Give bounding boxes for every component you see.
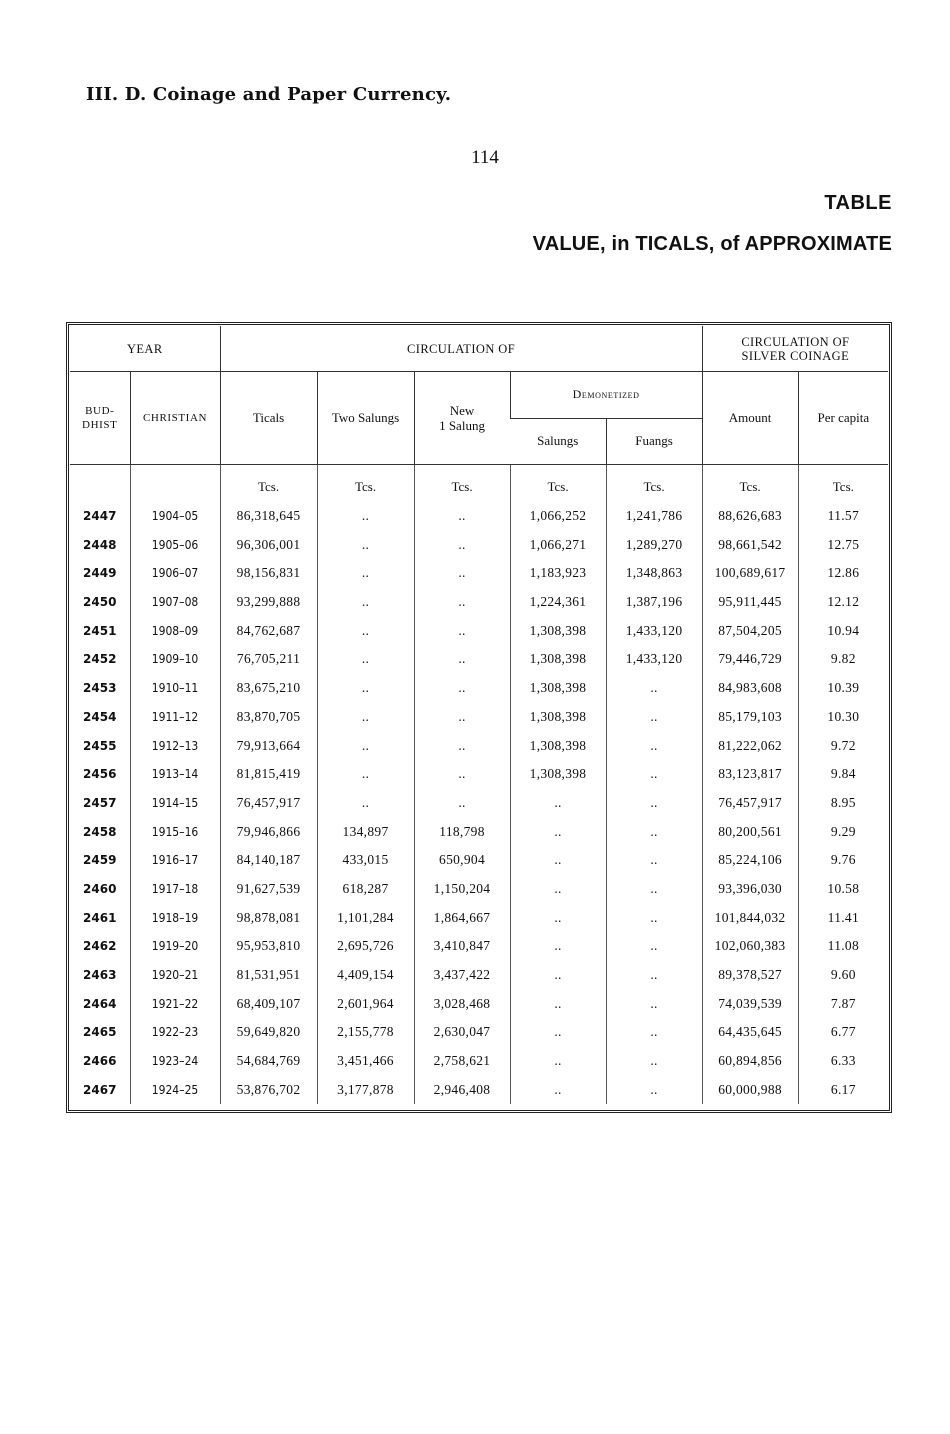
cell-fuangs: ..	[606, 789, 702, 818]
cell-salungs: 1,308,398	[510, 674, 606, 703]
cell-christian: 1912–13	[130, 731, 220, 760]
table-row	[70, 903, 888, 932]
cell-two-salungs: 3,177,878	[317, 1075, 414, 1104]
cell-new-salung: 1,150,204	[414, 875, 510, 904]
cell-buddhist: 2461	[83, 910, 117, 925]
cell-per-capita: 10.58	[798, 875, 888, 904]
cell-per-capita: 9.76	[798, 846, 888, 875]
cell-amount: 87,504,205	[702, 616, 798, 645]
cell-per-capita: 10.94	[798, 616, 888, 645]
cell-fuangs: ..	[606, 846, 702, 875]
unit-cell-per-capita: Tcs.	[798, 465, 888, 502]
cell-new-salung: ..	[414, 760, 510, 789]
header-buddhist	[70, 372, 130, 465]
cell-per-capita: 9.29	[798, 817, 888, 846]
cell-christian: 1920–21	[130, 961, 220, 990]
cell-ticals: 81,531,951	[220, 961, 317, 990]
cell-new-salung: 1,864,667	[414, 903, 510, 932]
header-per-capita: Per capita	[798, 372, 888, 465]
cell-buddhist: 2451	[83, 623, 117, 638]
cell-salungs: ..	[510, 846, 606, 875]
cell-new-salung: ..	[414, 674, 510, 703]
cell-per-capita: 8.95	[798, 789, 888, 818]
cell-christian: 1906–07	[130, 559, 220, 588]
table-label: TABLE	[824, 192, 892, 214]
cell-salungs: ..	[510, 1075, 606, 1104]
cell-per-capita: 11.41	[798, 903, 888, 932]
cell-ticals: 83,675,210	[220, 674, 317, 703]
cell-salungs: 1,066,252	[510, 502, 606, 531]
cell-two-salungs: 618,287	[317, 875, 414, 904]
cell-two-salungs: ..	[317, 502, 414, 531]
cell-amount: 79,446,729	[702, 645, 798, 674]
table-row	[70, 961, 888, 990]
cell-two-salungs: 134,897	[317, 817, 414, 846]
cell-two-salungs: ..	[317, 703, 414, 732]
cell-two-salungs: ..	[317, 760, 414, 789]
cell-new-salung: ..	[414, 789, 510, 818]
table-caption: VALUE, in TICALS, of APPROXIMATE	[532, 233, 892, 255]
unit-cell-amount: Tcs.	[702, 465, 798, 502]
cell-new-salung: ..	[414, 616, 510, 645]
cell-new-salung: 3,410,847	[414, 932, 510, 961]
cell-ticals: 59,649,820	[220, 1018, 317, 1047]
cell-new-salung: ..	[414, 731, 510, 760]
cell-buddhist: 2452	[83, 652, 117, 667]
table-row	[70, 616, 888, 645]
unit-cell-salungs: Tcs.	[510, 465, 606, 502]
cell-salungs: 1,308,398	[510, 760, 606, 789]
cell-amount: 85,224,106	[702, 846, 798, 875]
cell-amount: 100,689,617	[702, 559, 798, 588]
cell-new-salung: ..	[414, 588, 510, 617]
table-row	[70, 674, 888, 703]
units-row	[70, 465, 888, 502]
cell-christian: 1908–09	[130, 616, 220, 645]
cell-ticals: 68,409,107	[220, 989, 317, 1018]
cell-fuangs: ..	[606, 817, 702, 846]
cell-new-salung: ..	[414, 502, 510, 531]
cell-salungs: ..	[510, 961, 606, 990]
cell-amount: 101,844,032	[702, 903, 798, 932]
cell-ticals: 83,870,705	[220, 703, 317, 732]
cell-two-salungs: ..	[317, 731, 414, 760]
cell-new-salung: ..	[414, 559, 510, 588]
cell-ticals: 79,913,664	[220, 731, 317, 760]
cell-christian: 1909–10	[130, 645, 220, 674]
cell-christian: 1904–05	[130, 502, 220, 531]
cell-salungs: 1,308,398	[510, 645, 606, 674]
cell-per-capita: 9.72	[798, 731, 888, 760]
cell-buddhist: 2463	[83, 968, 117, 983]
header-ticals: Ticals	[220, 372, 317, 465]
cell-per-capita: 9.84	[798, 760, 888, 789]
cell-fuangs: 1,433,120	[606, 645, 702, 674]
table-row	[70, 789, 888, 818]
table-row	[70, 645, 888, 674]
cell-amount: 95,911,445	[702, 588, 798, 617]
section-title: III. D. Coinage and Paper Currency.	[86, 84, 452, 105]
cell-new-salung: 2,758,621	[414, 1047, 510, 1076]
cell-ticals: 95,953,810	[220, 932, 317, 961]
cell-amount: 83,123,817	[702, 760, 798, 789]
cell-christian: 1907–08	[130, 588, 220, 617]
table-row	[70, 932, 888, 961]
cell-per-capita: 6.33	[798, 1047, 888, 1076]
table-row	[70, 530, 888, 559]
cell-two-salungs: ..	[317, 674, 414, 703]
cell-buddhist: 2447	[83, 509, 117, 524]
cell-ticals: 96,306,001	[220, 530, 317, 559]
cell-amount: 74,039,539	[702, 989, 798, 1018]
cell-per-capita: 10.30	[798, 703, 888, 732]
cell-buddhist: 2453	[83, 681, 117, 696]
cell-two-salungs: ..	[317, 616, 414, 645]
cell-two-salungs: 4,409,154	[317, 961, 414, 990]
cell-amount: 85,179,103	[702, 703, 798, 732]
cell-salungs: ..	[510, 875, 606, 904]
cell-fuangs: ..	[606, 760, 702, 789]
cell-salungs: 1,224,361	[510, 588, 606, 617]
cell-two-salungs: 3,451,466	[317, 1047, 414, 1076]
cell-fuangs: ..	[606, 1075, 702, 1104]
header-year: YEAR	[70, 326, 220, 372]
cell-salungs: ..	[510, 932, 606, 961]
cell-fuangs: ..	[606, 731, 702, 760]
cell-new-salung: ..	[414, 703, 510, 732]
cell-per-capita: 7.87	[798, 989, 888, 1018]
cell-fuangs: 1,348,863	[606, 559, 702, 588]
cell-per-capita: 6.17	[798, 1075, 888, 1104]
cell-new-salung: 650,904	[414, 846, 510, 875]
cell-buddhist: 2466	[83, 1054, 117, 1069]
header-circulation-silver	[702, 326, 888, 372]
cell-buddhist: 2448	[83, 537, 117, 552]
cell-christian: 1919–20	[130, 932, 220, 961]
table-row	[70, 875, 888, 904]
cell-christian: 1924–25	[130, 1075, 220, 1104]
cell-two-salungs: 2,601,964	[317, 989, 414, 1018]
header-christian: CHRISTIAN	[130, 372, 220, 465]
cell-christian: 1915–16	[130, 817, 220, 846]
cell-christian: 1916–17	[130, 846, 220, 875]
cell-per-capita: 11.57	[798, 502, 888, 531]
unit-cell-fuangs: Tcs.	[606, 465, 702, 502]
cell-buddhist: 2460	[83, 881, 117, 896]
cell-per-capita: 6.77	[798, 1018, 888, 1047]
cell-amount: 89,378,527	[702, 961, 798, 990]
cell-ticals: 84,762,687	[220, 616, 317, 645]
cell-amount: 60,000,988	[702, 1075, 798, 1104]
cell-per-capita: 12.75	[798, 530, 888, 559]
cell-christian: 1914–15	[130, 789, 220, 818]
unit-cell-ticals: Tcs.	[220, 465, 317, 502]
cell-two-salungs: 433,015	[317, 846, 414, 875]
cell-amount: 64,435,645	[702, 1018, 798, 1047]
cell-ticals: 93,299,888	[220, 588, 317, 617]
cell-ticals: 91,627,539	[220, 875, 317, 904]
cell-ticals: 76,457,917	[220, 789, 317, 818]
cell-new-salung: 118,798	[414, 817, 510, 846]
header-amount: Amount	[702, 372, 798, 465]
header-two-salungs: Two Salungs	[317, 372, 414, 465]
table-row	[70, 1018, 888, 1047]
cell-new-salung: ..	[414, 645, 510, 674]
cell-fuangs: ..	[606, 903, 702, 932]
cell-two-salungs: 2,155,778	[317, 1018, 414, 1047]
table-row	[70, 817, 888, 846]
cell-fuangs: ..	[606, 674, 702, 703]
cell-buddhist: 2456	[83, 767, 117, 782]
cell-two-salungs: ..	[317, 789, 414, 818]
cell-amount: 98,661,542	[702, 530, 798, 559]
cell-per-capita: 10.39	[798, 674, 888, 703]
cell-christian: 1918–19	[130, 903, 220, 932]
cell-fuangs: ..	[606, 875, 702, 904]
cell-ticals: 76,705,211	[220, 645, 317, 674]
cell-fuangs: ..	[606, 1018, 702, 1047]
table-row	[70, 989, 888, 1018]
cell-buddhist: 2450	[83, 595, 117, 610]
cell-christian: 1923–24	[130, 1047, 220, 1076]
header-new-salung-line1: New	[449, 403, 475, 418]
header-fuangs: Fuangs	[606, 418, 702, 465]
table-row	[70, 846, 888, 875]
cell-fuangs: ..	[606, 932, 702, 961]
cell-per-capita: 12.12	[798, 588, 888, 617]
cell-fuangs: ..	[606, 703, 702, 732]
unit-cell-two-salungs: Tcs.	[317, 465, 414, 502]
cell-new-salung: 2,946,408	[414, 1075, 510, 1104]
cell-amount: 81,222,062	[702, 731, 798, 760]
cell-ticals: 98,156,831	[220, 559, 317, 588]
cell-salungs: ..	[510, 789, 606, 818]
cell-ticals: 53,876,702	[220, 1075, 317, 1104]
cell-per-capita: 9.60	[798, 961, 888, 990]
cell-amount: 88,626,683	[702, 502, 798, 531]
cell-christian: 1911–12	[130, 703, 220, 732]
cell-buddhist: 2454	[83, 709, 117, 724]
cell-salungs: 1,308,398	[510, 731, 606, 760]
header-new-salung-line2: 1 Salung	[439, 418, 485, 433]
cell-fuangs: ..	[606, 989, 702, 1018]
cell-salungs: ..	[510, 817, 606, 846]
table-row	[70, 559, 888, 588]
cell-buddhist: 2464	[83, 996, 117, 1011]
cell-ticals: 81,815,419	[220, 760, 317, 789]
cell-salungs: 1,183,923	[510, 559, 606, 588]
cell-two-salungs: ..	[317, 559, 414, 588]
cell-salungs: ..	[510, 989, 606, 1018]
table-row	[70, 588, 888, 617]
cell-salungs: 1,308,398	[510, 703, 606, 732]
page-number: 114	[471, 147, 499, 168]
header-circulation-silver-line1: CIRCULATION OF	[741, 334, 850, 349]
header-buddhist-line2: DHIST	[82, 419, 118, 431]
cell-ticals: 98,878,081	[220, 903, 317, 932]
cell-buddhist: 2449	[83, 566, 117, 581]
cell-fuangs: 1,241,786	[606, 502, 702, 531]
cell-two-salungs: 1,101,284	[317, 903, 414, 932]
table-row	[70, 731, 888, 760]
cell-christian: 1905–06	[130, 530, 220, 559]
unit-cell-christian	[130, 465, 220, 502]
cell-buddhist: 2465	[83, 1025, 117, 1040]
cell-amount: 80,200,561	[702, 817, 798, 846]
cell-fuangs: 1,289,270	[606, 530, 702, 559]
cell-christian: 1910–11	[130, 674, 220, 703]
currency-table	[70, 326, 888, 1104]
cell-buddhist: 2458	[83, 824, 117, 839]
cell-ticals: 54,684,769	[220, 1047, 317, 1076]
cell-salungs: 1,308,398	[510, 616, 606, 645]
header-new-salung	[414, 372, 510, 465]
cell-amount: 60,894,856	[702, 1047, 798, 1076]
cell-new-salung: 2,630,047	[414, 1018, 510, 1047]
header-circulation-silver-line2: SILVER COINAGE	[741, 348, 850, 363]
cell-christian: 1917–18	[130, 875, 220, 904]
cell-buddhist: 2459	[83, 853, 117, 868]
cell-christian: 1922–23	[130, 1018, 220, 1047]
cell-buddhist: 2462	[83, 939, 117, 954]
cell-christian: 1921–22	[130, 989, 220, 1018]
cell-ticals: 86,318,645	[220, 502, 317, 531]
cell-buddhist: 2455	[83, 738, 117, 753]
cell-fuangs: ..	[606, 961, 702, 990]
header-salungs: Salungs	[510, 418, 606, 465]
cell-new-salung: 3,028,468	[414, 989, 510, 1018]
cell-ticals: 79,946,866	[220, 817, 317, 846]
cell-amount: 76,457,917	[702, 789, 798, 818]
cell-salungs: ..	[510, 1018, 606, 1047]
cell-ticals: 84,140,187	[220, 846, 317, 875]
cell-salungs: 1,066,271	[510, 530, 606, 559]
cell-buddhist: 2467	[83, 1082, 117, 1097]
cell-new-salung: ..	[414, 530, 510, 559]
cell-per-capita: 11.08	[798, 932, 888, 961]
cell-amount: 93,396,030	[702, 875, 798, 904]
cell-amount: 102,060,383	[702, 932, 798, 961]
unit-cell-new-salung: Tcs.	[414, 465, 510, 502]
unit-cell-buddhist	[70, 465, 130, 502]
cell-per-capita: 12.86	[798, 559, 888, 588]
cell-amount: 84,983,608	[702, 674, 798, 703]
cell-per-capita: 9.82	[798, 645, 888, 674]
cell-fuangs: ..	[606, 1047, 702, 1076]
cell-new-salung: 3,437,422	[414, 961, 510, 990]
cell-two-salungs: ..	[317, 530, 414, 559]
cell-buddhist: 2457	[83, 795, 117, 810]
table-row	[70, 703, 888, 732]
table-row	[70, 760, 888, 789]
cell-two-salungs: ..	[317, 645, 414, 674]
table-row	[70, 502, 888, 531]
cell-salungs: ..	[510, 1047, 606, 1076]
cell-salungs: ..	[510, 903, 606, 932]
table-row	[70, 1075, 888, 1104]
cell-christian: 1913–14	[130, 760, 220, 789]
cell-fuangs: 1,387,196	[606, 588, 702, 617]
header-demonetized: Demonetized	[510, 372, 702, 419]
cell-two-salungs: ..	[317, 588, 414, 617]
table-row	[70, 1047, 888, 1076]
header-circulation-of: CIRCULATION OF	[220, 326, 702, 372]
cell-fuangs: 1,433,120	[606, 616, 702, 645]
cell-two-salungs: 2,695,726	[317, 932, 414, 961]
header-buddhist-line1: BUD-	[85, 405, 115, 417]
